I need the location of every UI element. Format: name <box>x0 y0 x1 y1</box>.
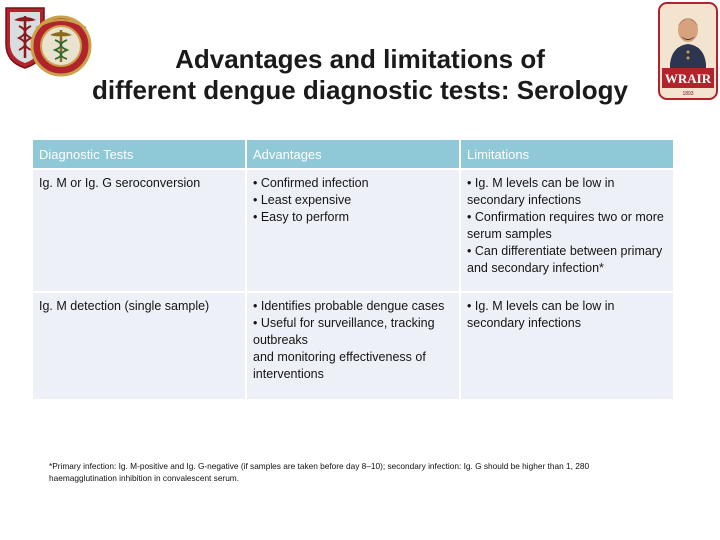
cell-limitations <box>460 169 674 292</box>
cell-test-name: Ig. M or Ig. G seroconversion <box>32 169 246 292</box>
advantage-item: and monitoring effectiveness of interventions <box>253 350 426 381</box>
advantage-item: • Identifies probable dengue cases <box>253 299 445 313</box>
advantage-item: • Easy to perform <box>253 210 350 224</box>
limitation-item: • Ig. M levels can be low in secondary infections <box>467 176 615 207</box>
slide-title-line-2: different dengue diagnostic tests: Serology <box>92 75 628 105</box>
table-row <box>32 169 674 292</box>
slide-title-line-1: Advantages and limitations of <box>175 44 545 74</box>
cell-advantages <box>246 169 460 292</box>
limitation-item: • Ig. M levels can be low in secondary infections <box>467 299 615 330</box>
slide-title <box>50 44 670 106</box>
advantage-item: • Useful for surveillance, tracking outbreaks <box>253 316 435 347</box>
serology-comparison-table <box>31 138 675 401</box>
table-row <box>32 292 674 400</box>
limitation-item: • Can differentiate between primary and secondary infection* <box>467 244 663 275</box>
header-limitations: Limitations <box>460 139 674 169</box>
wrair-label: WRAIR <box>664 71 712 86</box>
advantage-item: • Least expensive <box>253 193 352 207</box>
cell-advantages <box>246 292 460 400</box>
cell-limitations <box>460 292 674 400</box>
table-header-row <box>32 139 674 169</box>
cell-test-name: Ig. M detection (single sample) <box>32 292 246 400</box>
advantage-item: • Confirmed infection <box>253 176 369 190</box>
limitation-item: • Confirmation requires two or more serum samples <box>467 210 664 241</box>
footnote: *Primary infection: Ig. M-positive and Ig. G-negative (if samples are taken before day 8–10); secondary infection: Ig. G should be higher than 1, 280 haemagglutination inhibition in convalescent serum. <box>49 461 590 483</box>
wrair-year: 1893 <box>682 91 694 97</box>
header-advantages: Advantages <box>246 139 460 169</box>
header-diagnostic-tests: Diagnostic Tests <box>32 139 246 169</box>
